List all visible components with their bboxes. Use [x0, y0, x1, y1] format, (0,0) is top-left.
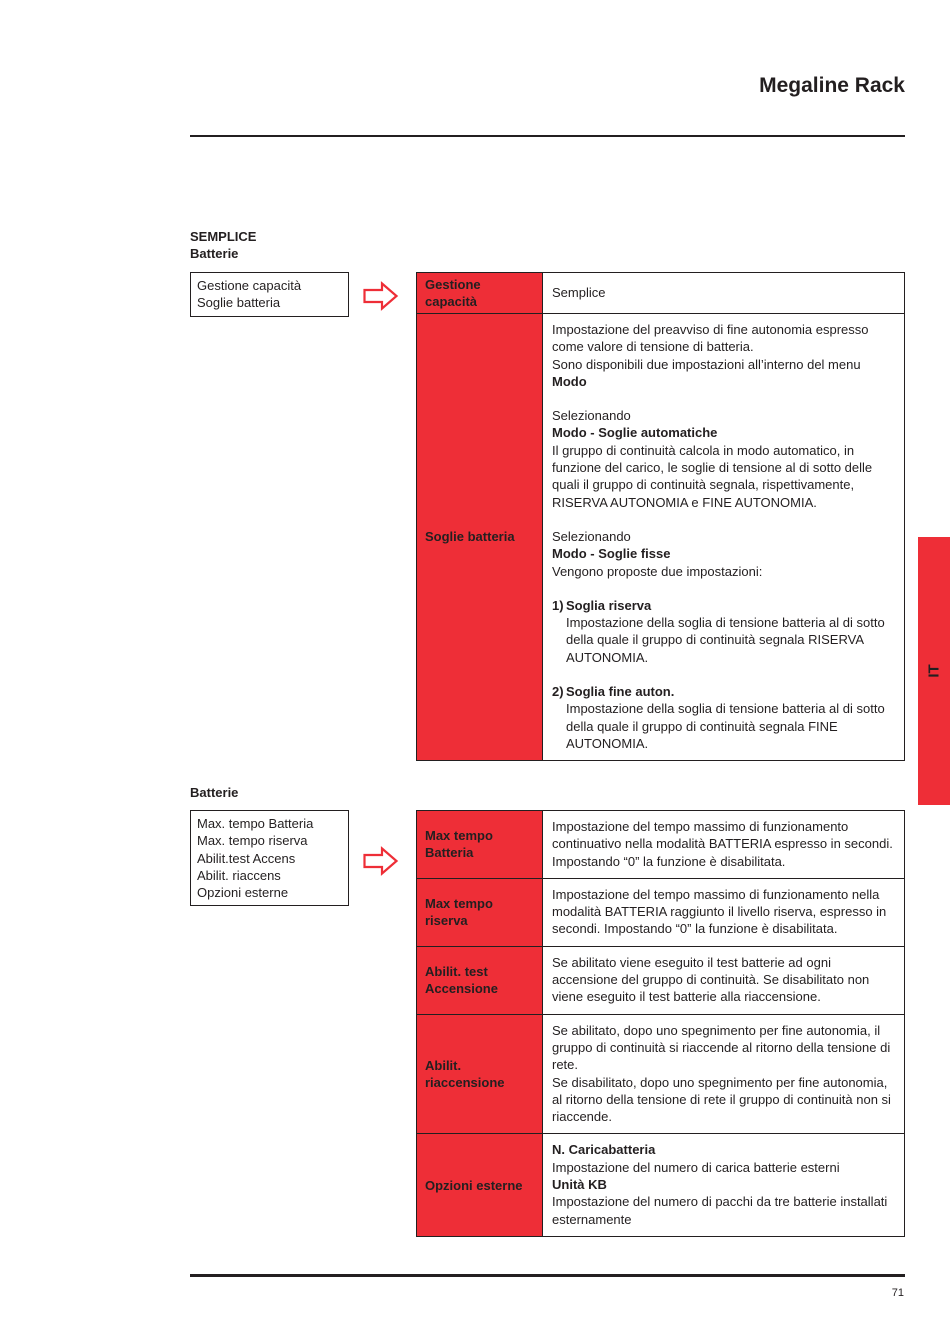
param-description	[543, 1134, 905, 1236]
param-description: Impostazione del tempo massimo di funzionamento continuativo nella modalità BATTERIA espresso in secondi. Impostando “0” la funzione è disabilitata.	[543, 811, 905, 879]
menu-item: Abilit. riaccens	[197, 867, 281, 883]
table-row	[417, 273, 905, 314]
item-text: Impostazione della soglia di tensione batteria al di sotto della quale il gruppo di continuità segnala RISERVA AUTONOMIA.	[566, 615, 885, 665]
item-title: Soglia riserva	[566, 597, 652, 613]
language-tab-label: IT	[925, 664, 943, 678]
param-label: Abilit. test Accensione	[417, 946, 543, 1014]
footer-rule	[190, 1274, 905, 1277]
param-label: Abilit. riaccensione	[417, 1014, 543, 1134]
section1-title-line2: Batterie	[190, 246, 239, 261]
menu-item: Opzioni esterne	[197, 885, 289, 901]
language-side-tab	[918, 537, 950, 805]
item-title: Soglia fine auton.	[566, 684, 675, 700]
desc-bold: Modo - Soglie fisse	[552, 546, 671, 562]
section1-menu-box	[190, 272, 349, 317]
desc-text: Il gruppo di continuità calcola in modo automatico, in funzione del carico, le soglie di tensione al di sotto delle quali il gruppo di continuità segnala, rispettivamente, RISERVA AUTONOMIA e FINE AUTONOMIA.	[552, 442, 873, 510]
param-description: Impostazione del tempo massimo di funzionamento nella modalità BATTERIA raggiunto il livello riserva, espresso in secondi. Impostando “0” la funzione è disabilitata.	[543, 878, 905, 946]
param-label: Max tempo Batteria	[417, 811, 543, 879]
numbered-item	[552, 683, 896, 752]
section1-title	[190, 228, 256, 262]
section1-title-line1: SEMPLICE	[190, 229, 257, 244]
desc-bold: Modo - Soglie automatiche	[552, 425, 718, 441]
right-arrow-outline-icon	[363, 281, 399, 311]
page-header-title: Megaline Rack	[759, 74, 905, 97]
desc-text: Selezionando	[552, 408, 631, 424]
desc-bold: Unità KB	[552, 1177, 607, 1193]
desc-bold: Modo	[552, 373, 587, 389]
table-row	[417, 878, 905, 946]
desc-text: Vengono proposte due impostazioni:	[552, 563, 763, 579]
item-text: Impostazione della soglia di tensione batteria al di sotto della quale il gruppo di continuità segnala FINE AUTONOMIA.	[566, 701, 885, 751]
param-label: Gestione capacità	[417, 273, 543, 314]
item-number: 1)	[552, 597, 564, 613]
desc-text: Selezionando	[552, 528, 631, 544]
param-label: Max tempo riserva	[417, 878, 543, 946]
desc-text: Sono disponibili due impostazioni all’interno del menu	[552, 356, 861, 372]
table-row	[417, 946, 905, 1014]
menu-item: Gestione capacità	[197, 278, 302, 293]
param-description	[543, 1014, 905, 1134]
header-rule	[190, 135, 905, 137]
right-arrow-outline-icon	[363, 846, 399, 876]
desc-text: Se abilitato, dopo uno spegnimento per fine autonomia, il gruppo di continuità si riaccende al ritorno della tensione di rete.	[552, 1022, 891, 1073]
section2-params-table	[416, 810, 905, 1237]
page-number: 71	[891, 1287, 904, 1299]
desc-bold: N. Caricabatteria	[552, 1142, 656, 1158]
param-label: Soglie batteria	[417, 314, 543, 761]
menu-item: Abilit.test Accens	[197, 850, 296, 866]
menu-item: Max. tempo Batteria	[197, 816, 314, 831]
section2-title: Batterie	[190, 785, 239, 800]
numbered-item	[552, 597, 896, 666]
desc-text: Impostazione del numero di pacchi da tre batterie installati esternamente	[552, 1194, 888, 1227]
desc-text: Se disabilitato, dopo uno spegnimento per fine autonomia, al ritorno della tensione di rete il gruppo di continuità non si riaccende.	[552, 1074, 891, 1125]
menu-item: Soglie batteria	[197, 295, 281, 311]
table-row	[417, 1134, 905, 1236]
param-description	[543, 314, 905, 761]
param-description: Semplice	[543, 273, 905, 314]
item-number: 2)	[552, 684, 564, 700]
table-row	[417, 314, 905, 761]
table-row	[417, 811, 905, 879]
section2-menu-box	[190, 810, 349, 906]
table-row	[417, 1014, 905, 1134]
param-description: Se abilitato viene eseguito il test batterie ad ogni accensione del gruppo di continuità. Se disabilitato non viene eseguito il test batterie alla riaccensione.	[543, 946, 905, 1014]
desc-text: Impostazione del numero di carica batterie esterni	[552, 1159, 840, 1175]
section1-params-table	[416, 272, 905, 761]
menu-item: Max. tempo riserva	[197, 833, 308, 849]
desc-text: Impostazione del preavviso di fine autonomia espresso come valore di tensione di batteria.	[552, 322, 869, 355]
param-label: Opzioni esterne	[417, 1134, 543, 1236]
